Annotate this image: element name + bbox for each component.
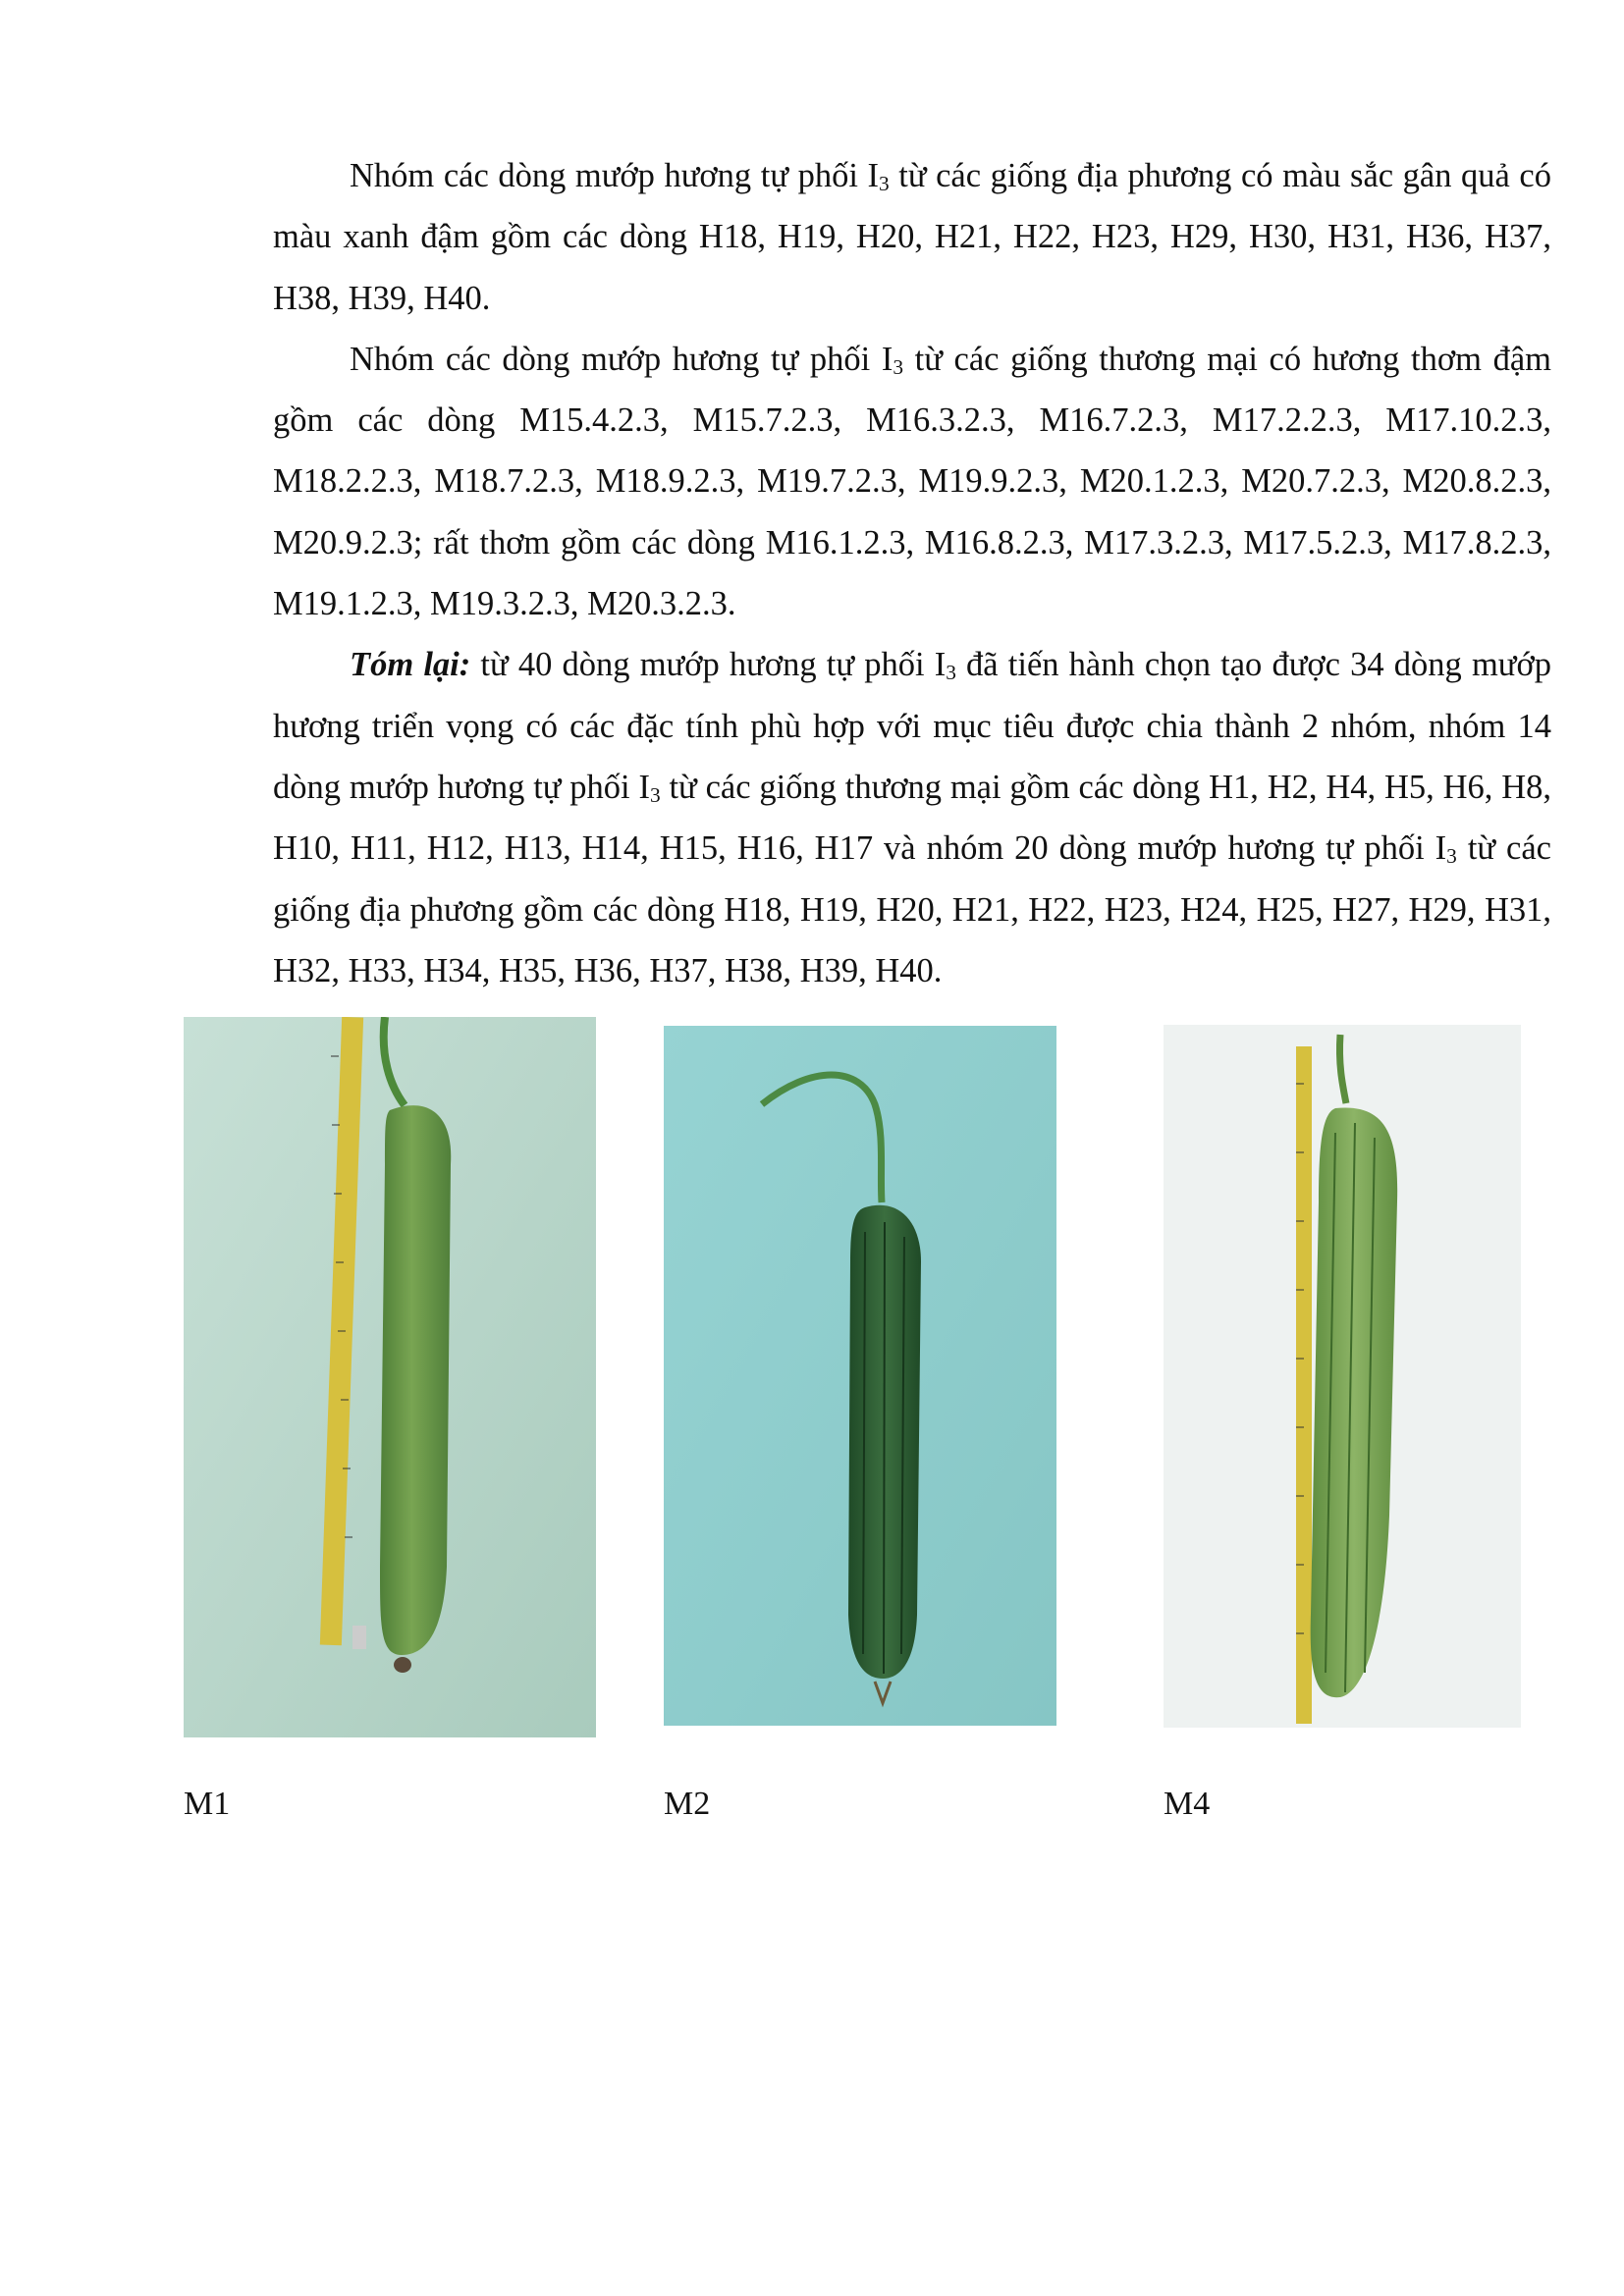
- paragraph-local-lines: Nhóm các dòng mướp hương tự phối $I_3$ từ các giống địa phương có màu sắc gân quả có màu xanh đậm gồm các dòng H18, H19, H20, H21, H22, H23, H29, H30, H31, H36, H37, H38, H39, H40.: [273, 157, 1551, 317]
- body-text: [273, 145, 1551, 1001]
- luffa-fruit-m2-image: [664, 1026, 1056, 1726]
- figure-caption-m1: M1: [184, 1786, 231, 1822]
- luffa-fruit-m1-image: [184, 1017, 596, 1737]
- paragraph-commercial-lines: Nhóm các dòng mướp hương tự phối $I_3$ từ các giống thương mại có hương thơm đậm gồm các dòng M15.4.2.3, M15.7.2.3, M16.3.2.3, M16.7.2.3, M17.2.2.3, M17.10.2.3, M18.2.2.3, M18.7.2.3, M18.9.2.3, M19.7.2.3, M19.9.2.3, M20.1.2.3, M20.7.2.3, M20.8.2.3, M20.9.2.3; rất thơm gồm các dòng M16.1.2.3, M16.8.2.3, M17.3.2.3, M17.5.2.3, M17.8.2.3, M19.1.2.3, M19.3.2.3, M20.3.2.3.: [273, 340, 1551, 623]
- figure-caption-m2: M2: [664, 1786, 711, 1822]
- photo-m2: [664, 1026, 1056, 1726]
- paragraph-summary: Tóm lại: từ 40 dòng mướp hương tự phối $I_3$ đã tiến hành chọn tạo được 34 dòng mướp hương triển vọng có các đặc tính phù hợp với mục tiêu được chia thành 2 nhóm, nhóm 14 dòng mướp hương tự phối $I_3$ từ các giống thương mại gồm các dòng H1, H2, H4, H5, H6, H8, H10, H11, H12, H13, H14, H15, H16, H17 và nhóm 20 dòng mướp hương tự phối $I_3$ từ các giống địa phương gồm các dòng H18, H19, H20, H21, H22, H23, H24, H25, H27, H29, H31, H32, H33, H34, H35, H36, H37, H38, H39, H40.: [273, 646, 1551, 989]
- summary-lead: Tóm lại:: [350, 646, 471, 684]
- luffa-fruit-m4-image: [1164, 1025, 1521, 1728]
- photo-m4: [1164, 1025, 1521, 1728]
- photo-m1: [184, 1017, 596, 1737]
- figure-caption-m4: M4: [1164, 1786, 1211, 1822]
